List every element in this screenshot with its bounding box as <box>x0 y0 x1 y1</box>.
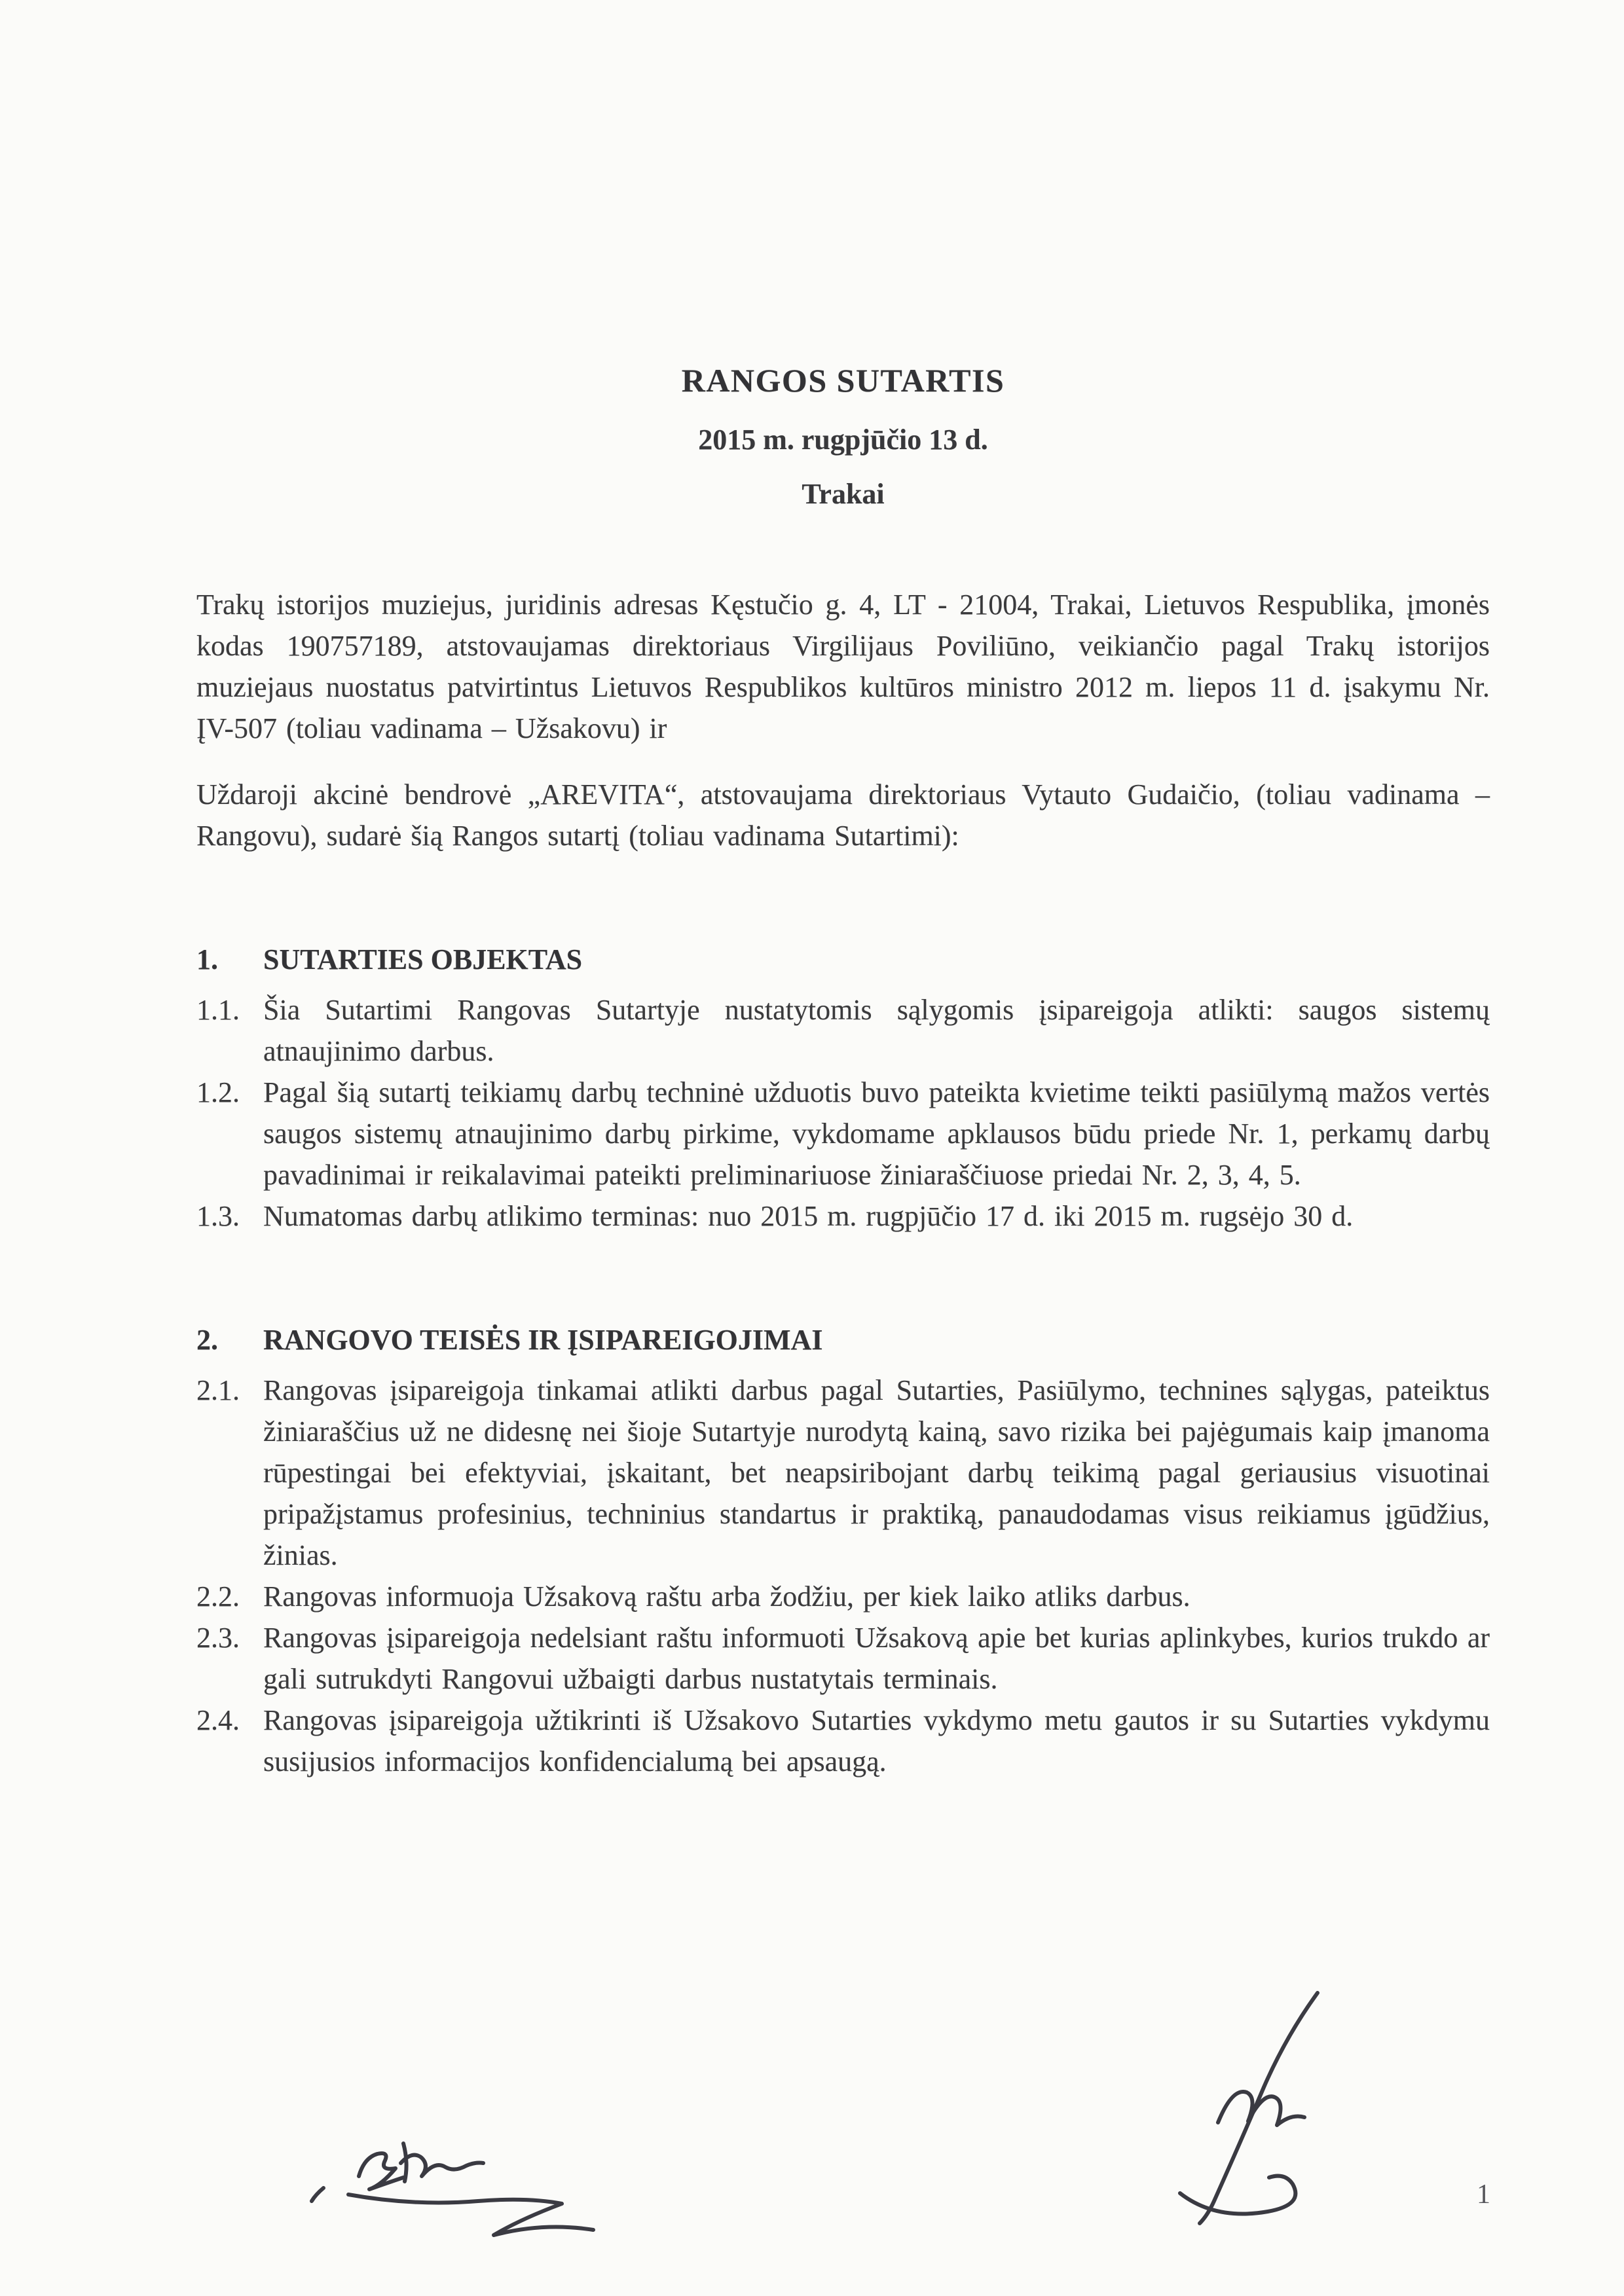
clause-number: 1.2. <box>196 1076 240 1108</box>
clause-number: 1.1. <box>196 994 240 1026</box>
clause-text: Pagal šią sutartį teikiamų darbų techninė užduotis buvo pateikta kvietime teikti pasiūlymą mažos vertės saugos sistemų atnaujinimo darbų pirkime, vykdomame apklausos būdu priede Nr. 1, perkamų darbų pavadinimai ir reikalavimai pateikti preliminariuose žiniaraščiuose priedai Nr. 2, 3, 4, 5. <box>263 1076 1490 1191</box>
clause-2-1 <box>196 1370 1490 1576</box>
clause-2-2 <box>196 1576 1490 1617</box>
signature-ink-left <box>308 2121 648 2246</box>
preamble <box>196 584 1490 856</box>
clause-number: 2.2. <box>196 1580 240 1613</box>
clause-1-2 <box>196 1072 1490 1195</box>
clause-number: 1.3. <box>196 1200 240 1232</box>
page-number: 1 <box>1477 2179 1490 2210</box>
clause-2-4 <box>196 1700 1490 1782</box>
handwritten-signature-left <box>308 2121 648 2249</box>
signature-ink-right <box>1153 1984 1356 2232</box>
preamble-paragraph-1: Trakų istorijos muziejus, juridinis adresas Kęstučio g. 4, LT - 21004, Trakai, Lietuvos Respublika, įmonės kodas 190757189, atstovaujamas direktoriaus Virgilijaus Poviliūno, veikiančio pagal Trakų istorijos muziejaus nuostatus patvirtintus Lietuvos Respublikos kultūros ministro 2012 m. liepos 11 d. įsakymu Nr. ĮV-507 (toliau vadinama – Užsakovu) ir <box>196 589 1490 744</box>
clause-number: 2.3. <box>196 1622 240 1654</box>
document-location: Trakai <box>802 478 885 510</box>
section-2 <box>196 1319 1490 1782</box>
preamble-paragraph-2: Uždaroji akcinė bendrovė „AREVITA“, atstovaujama direktoriaus Vytauto Gudaičio, (toliau vadinama – Rangovu), sudarė šią Rangos sutartį (toliau vadinama Sutartimi): <box>196 778 1490 852</box>
clause-1-1 <box>196 989 1490 1072</box>
clause-text: Rangovas įsipareigoja tinkamai atlikti darbus pagal Sutarties, Pasiūlymo, technines sąlygas, pateiktus žiniaraščius už ne didesnę nei šioje Sutartyje nurodytą kainą, savo rizika bei pajėgumais kaip įmanoma rūpestingai bei efektyviai, įskaitant, bet neapsiribojant darbų teikimą pagal geriausius visuotinai pripažįstamus profesinius, techninius standartus ir praktiką, panaudodamas visus reikiamus įgūdžius, žinias. <box>263 1374 1490 1571</box>
clause-number: 2.4. <box>196 1704 240 1736</box>
clause-text: Rangovas informuoja Užsakovą raštu arba žodžiu, per kiek laiko atliks darbus. <box>263 1580 1190 1613</box>
section-2-heading <box>196 1319 1490 1360</box>
section-1-heading <box>196 939 1490 980</box>
clause-1-3 <box>196 1195 1490 1237</box>
section-1-title: SUTARTIES OBJEKTAS <box>263 943 583 975</box>
section-1 <box>196 939 1490 1237</box>
section-2-number: 2. <box>196 1324 218 1356</box>
handwritten-signature-right <box>1153 1984 1356 2236</box>
clause-text: Numatomas darbų atlikimo terminas: nuo 2015 m. rugpjūčio 17 d. iki 2015 m. rugsėjo 30 d. <box>263 1200 1354 1232</box>
clause-text: Šia Sutartimi Rangovas Sutartyje nustatytomis sąlygomis įsipareigoja atlikti: saugos sistemų atnaujinimo darbus. <box>263 994 1490 1067</box>
clause-2-3 <box>196 1617 1490 1700</box>
section-1-number: 1. <box>196 943 218 975</box>
clause-text: Rangovas įsipareigoja užtikrinti iš Užsakovo Sutarties vykdymo metu gautos ir su Sutarties vykdymu susijusios informacijos konfidencialumą bei apsaugą. <box>263 1704 1490 1777</box>
document-title: RANGOS SUTARTIS <box>681 362 1005 399</box>
clause-number: 2.1. <box>196 1374 240 1406</box>
document-date: 2015 m. rugpjūčio 13 d. <box>698 424 988 456</box>
section-2-title: RANGOVO TEISĖS IR ĮSIPAREIGOJIMAI <box>263 1324 823 1356</box>
clause-text: Rangovas įsipareigoja nedelsiant raštu informuoti Užsakovą apie bet kurias aplinkybes, kurios trukdo ar gali sutrukdyti Rangovui užbaigti darbus nustatytais terminais. <box>263 1622 1490 1695</box>
